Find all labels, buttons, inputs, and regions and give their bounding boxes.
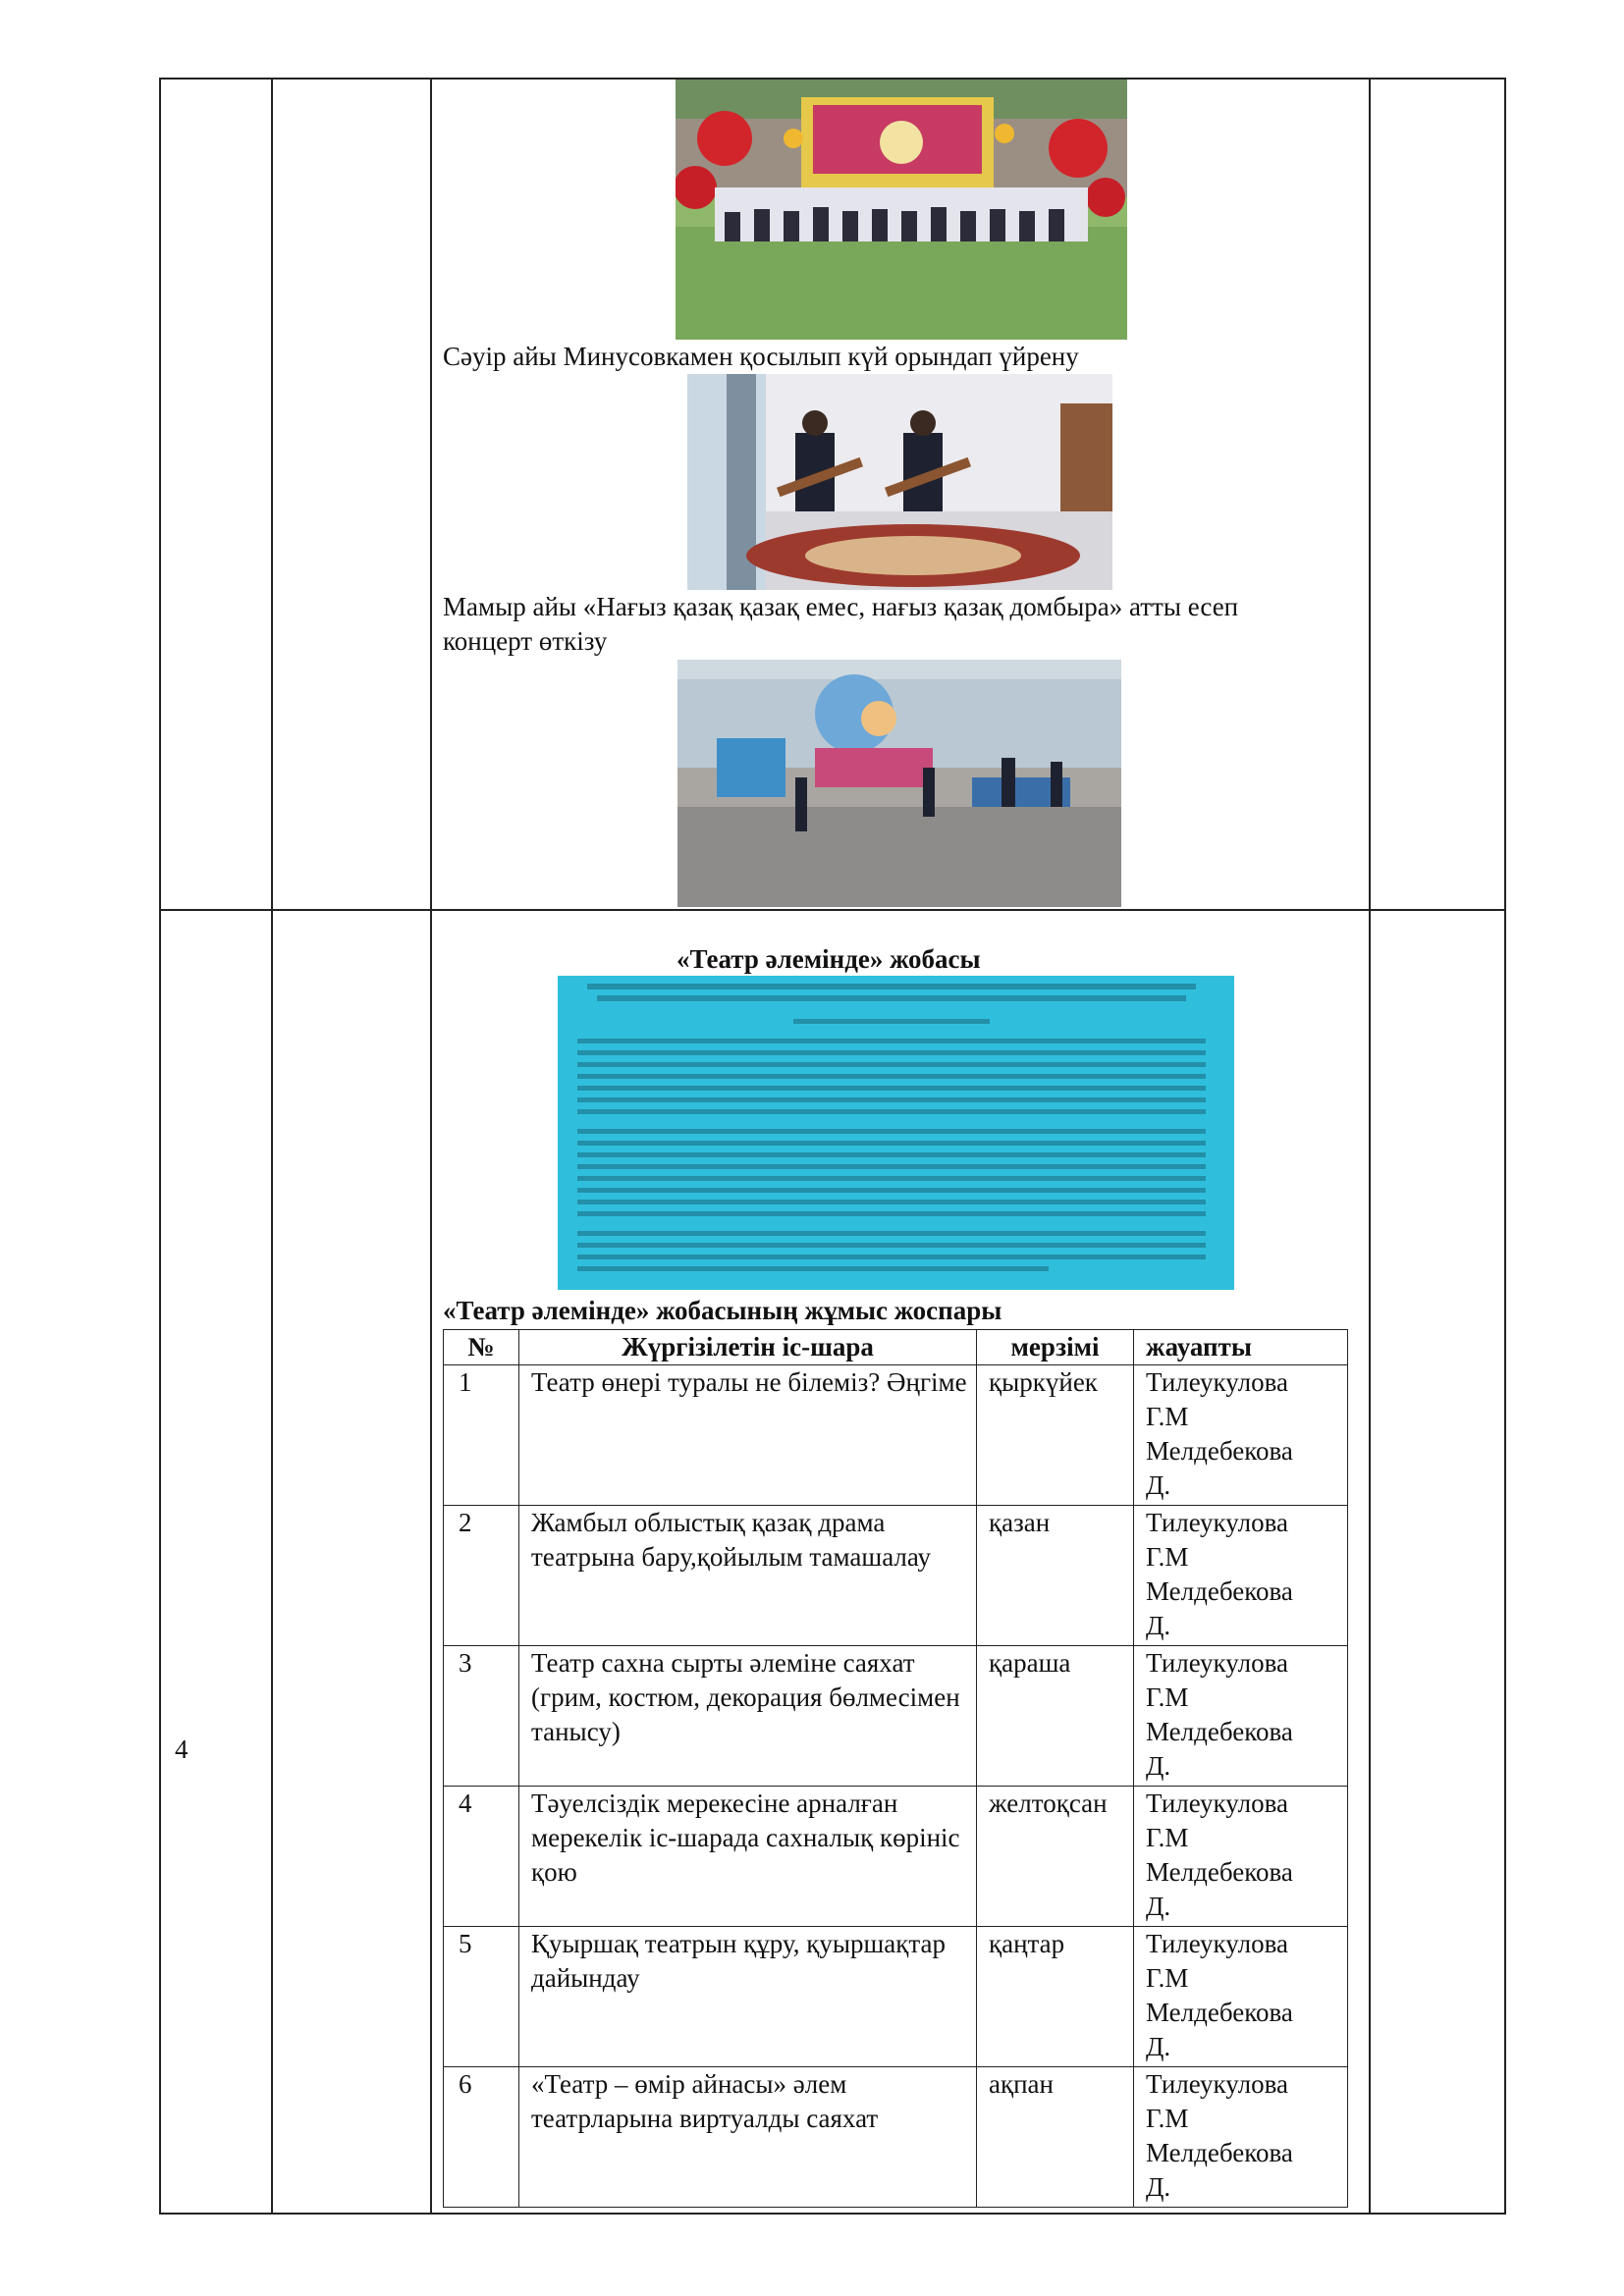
outer-border-left [159, 78, 161, 2215]
row-responsible [1134, 1646, 1348, 1787]
document-illustration [558, 976, 1234, 1290]
outer-col-line-2 [430, 78, 432, 2215]
photo-outdoor-event [677, 660, 1121, 907]
responsible-line: Г.М [1146, 1682, 1189, 1712]
responsible-line: Тилеукулова [1146, 1648, 1288, 1678]
responsible-line: Мелдебекова [1146, 1998, 1293, 2027]
responsible-line: Тилеукулова [1146, 1929, 1288, 1958]
photo-orchestra [676, 80, 1127, 340]
row-responsible [1134, 2067, 1348, 2208]
responsible-line: Г.М [1146, 1542, 1189, 1572]
outdoor-event-illustration [677, 660, 1121, 907]
responsible-line: Д. [1146, 1470, 1171, 1500]
orchestra-illustration [676, 80, 1127, 340]
responsible-line: Тилеукулова [1146, 1508, 1288, 1537]
table-row [444, 1646, 1348, 1787]
header-event: Жүргізілетін іс-шара [519, 1330, 977, 1365]
table-row [444, 1787, 1348, 1927]
row-event: Тәуелсіздік мерекесіне арналған мерекелік іс-шарада сахналық көрініс қою [519, 1787, 977, 1927]
row-num: 4 [444, 1787, 519, 1927]
responsible-line: Г.М [1146, 1402, 1189, 1431]
row-event: Жамбыл облыстық қазақ драма театрына бару,қойылым тамашалау [519, 1506, 977, 1646]
row-term: қараша [977, 1646, 1134, 1787]
row-responsible [1134, 1927, 1348, 2067]
row-number: 4 [175, 1735, 189, 1764]
plan-title: «Театр әлемінде» жобасының жұмыс жоспары [443, 1296, 1002, 1325]
plan-table-header [444, 1330, 1348, 1365]
responsible-line: Г.М [1146, 2104, 1189, 2133]
row-term: қазан [977, 1506, 1134, 1646]
row-num: 6 [444, 2067, 519, 2208]
responsible-line: Д. [1146, 2172, 1171, 2202]
responsible-line: Мелдебекова [1146, 1857, 1293, 1887]
outer-row-divider [159, 909, 1506, 911]
row-num: 3 [444, 1646, 519, 1787]
row-responsible [1134, 1365, 1348, 1506]
responsible-line: Мелдебекова [1146, 1436, 1293, 1466]
table-row [444, 2067, 1348, 2208]
row-num: 2 [444, 1506, 519, 1646]
outer-border-bottom [159, 2213, 1506, 2215]
responsible-line: Мелдебекова [1146, 1717, 1293, 1746]
row-num: 1 [444, 1365, 519, 1506]
outer-border-right [1504, 78, 1506, 2215]
table-row [444, 1927, 1348, 2067]
outer-col-line-3 [1369, 78, 1371, 2215]
responsible-line: Д. [1146, 2032, 1171, 2061]
table-row [444, 1506, 1348, 1646]
plan-table [443, 1329, 1348, 2208]
table-row [444, 1365, 1348, 1506]
responsible-line: Тилеукулова [1146, 2069, 1288, 2099]
header-num: № [444, 1330, 519, 1365]
project-title: «Театр әлемінде» жобасы [677, 944, 981, 974]
row-event: Театр өнері туралы не білеміз? Әңгіме [519, 1365, 977, 1506]
responsible-line: Г.М [1146, 1963, 1189, 1993]
row-term: қыркүйек [977, 1365, 1134, 1506]
responsible-line: Мелдебекова [1146, 2138, 1293, 2167]
row-responsible [1134, 1787, 1348, 1927]
responsible-line: Тилеукулова [1146, 1367, 1288, 1397]
responsible-line: Г.М [1146, 1823, 1189, 1852]
row-responsible [1134, 1506, 1348, 1646]
responsible-line: Д. [1146, 1751, 1171, 1781]
outer-col-line-1 [271, 78, 273, 2215]
row-event: «Театр – өмір айнасы» әлем театрларына виртуалды саяхат [519, 2067, 977, 2208]
row-num: 5 [444, 1927, 519, 2067]
responsible-line: Тилеукулова [1146, 1789, 1288, 1818]
caption-may: Мамыр айы «Нағыз қазақ қазақ емес, нағыз қазақ домбыра» атты есеп концерт өткізу [443, 592, 1239, 656]
header-responsible: жауапты [1134, 1330, 1348, 1365]
photo-project-document [558, 976, 1234, 1290]
responsible-line: Д. [1146, 1892, 1171, 1921]
row-term: қаңтар [977, 1927, 1134, 2067]
row-event: Қуыршақ театрын құру, қуыршақтар дайындау [519, 1927, 977, 2067]
photo-two-girls [687, 374, 1112, 590]
row-term: ақпан [977, 2067, 1134, 2208]
caption-april: Сәуір айы Минусовкамен қосылып күй орындап үйрену [443, 342, 1079, 371]
row-term: желтоқсан [977, 1787, 1134, 1927]
responsible-line: Мелдебекова [1146, 1576, 1293, 1606]
header-term: мерзімі [977, 1330, 1134, 1365]
responsible-line: Д. [1146, 1611, 1171, 1640]
row-event: Театр сахна сырты әлеміне саяхат (грим, костюм, декорация бөлмесімен танысу) [519, 1646, 977, 1787]
two-girls-illustration [687, 374, 1112, 590]
